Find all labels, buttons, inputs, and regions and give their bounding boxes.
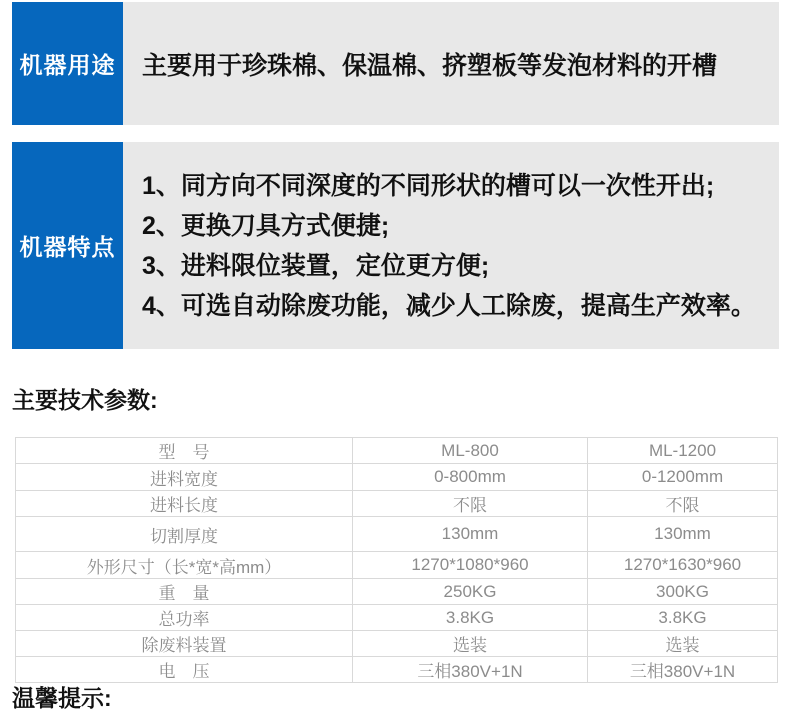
feature-item: 2、更换刀具方式便捷; (142, 211, 390, 240)
spec-cell: 三相380V+1N (353, 657, 588, 683)
spec-cell: 130mm (588, 517, 778, 552)
feature-item: 3、进料限位装置，定位更方便; (142, 251, 490, 280)
machine-usage-text: 主要用于珍珠棉、保温棉、挤塑板等发泡材料的开槽 (142, 51, 718, 80)
table-row (16, 605, 778, 631)
spec-row-label: 外形尺寸（长*宽*高mm） (16, 552, 353, 579)
spec-cell: 1270*1630*960 (588, 552, 778, 579)
spec-table (15, 437, 778, 683)
spec-cell: 3.8KG (353, 605, 588, 631)
spec-row-label: 除废料装置 (16, 631, 353, 657)
machine-features-label: 机器特点 (12, 142, 123, 349)
spec-cell: 250KG (353, 579, 588, 605)
feature-item: 4、可选自动除废功能，减少人工除废，提高生产效率。 (142, 291, 756, 320)
spec-row-label: 进料长度 (16, 491, 353, 517)
spec-cell: 0-1200mm (588, 464, 778, 491)
spec-cell: 三相380V+1N (588, 657, 778, 683)
machine-features-body (123, 142, 779, 349)
table-row (16, 579, 778, 605)
spec-cell: 不限 (588, 491, 778, 517)
table-row (16, 657, 778, 683)
spec-cell: ML-1200 (588, 438, 778, 464)
spec-row-label: 进料宽度 (16, 464, 353, 491)
spec-cell: 选装 (353, 631, 588, 657)
machine-features-section (12, 142, 779, 349)
spec-cell: 130mm (353, 517, 588, 552)
spec-row-label: 电 压 (16, 657, 353, 683)
spec-cell: ML-800 (353, 438, 588, 464)
spec-cell: 不限 (353, 491, 588, 517)
table-row (16, 517, 778, 552)
spec-cell: 选装 (588, 631, 778, 657)
spec-cell: 300KG (588, 579, 778, 605)
table-row (16, 464, 778, 491)
table-row (16, 631, 778, 657)
spec-row-label: 切割厚度 (16, 517, 353, 552)
spec-cell: 0-800mm (353, 464, 588, 491)
spec-row-label: 重 量 (16, 579, 353, 605)
machine-usage-label: 机器用途 (12, 2, 123, 125)
tips-heading: 温馨提示: (12, 685, 112, 711)
table-row (16, 552, 778, 579)
tech-params-heading: 主要技术参数: (12, 387, 158, 413)
spec-cell: 1270*1080*960 (353, 552, 588, 579)
table-row (16, 438, 778, 464)
spec-row-label: 总功率 (16, 605, 353, 631)
table-row (16, 491, 778, 517)
spec-cell: 3.8KG (588, 605, 778, 631)
machine-usage-section (12, 2, 779, 125)
spec-row-label: 型 号 (16, 438, 353, 464)
machine-usage-body (123, 2, 779, 125)
feature-item: 1、同方向不同深度的不同形状的槽可以一次性开出; (142, 171, 715, 200)
